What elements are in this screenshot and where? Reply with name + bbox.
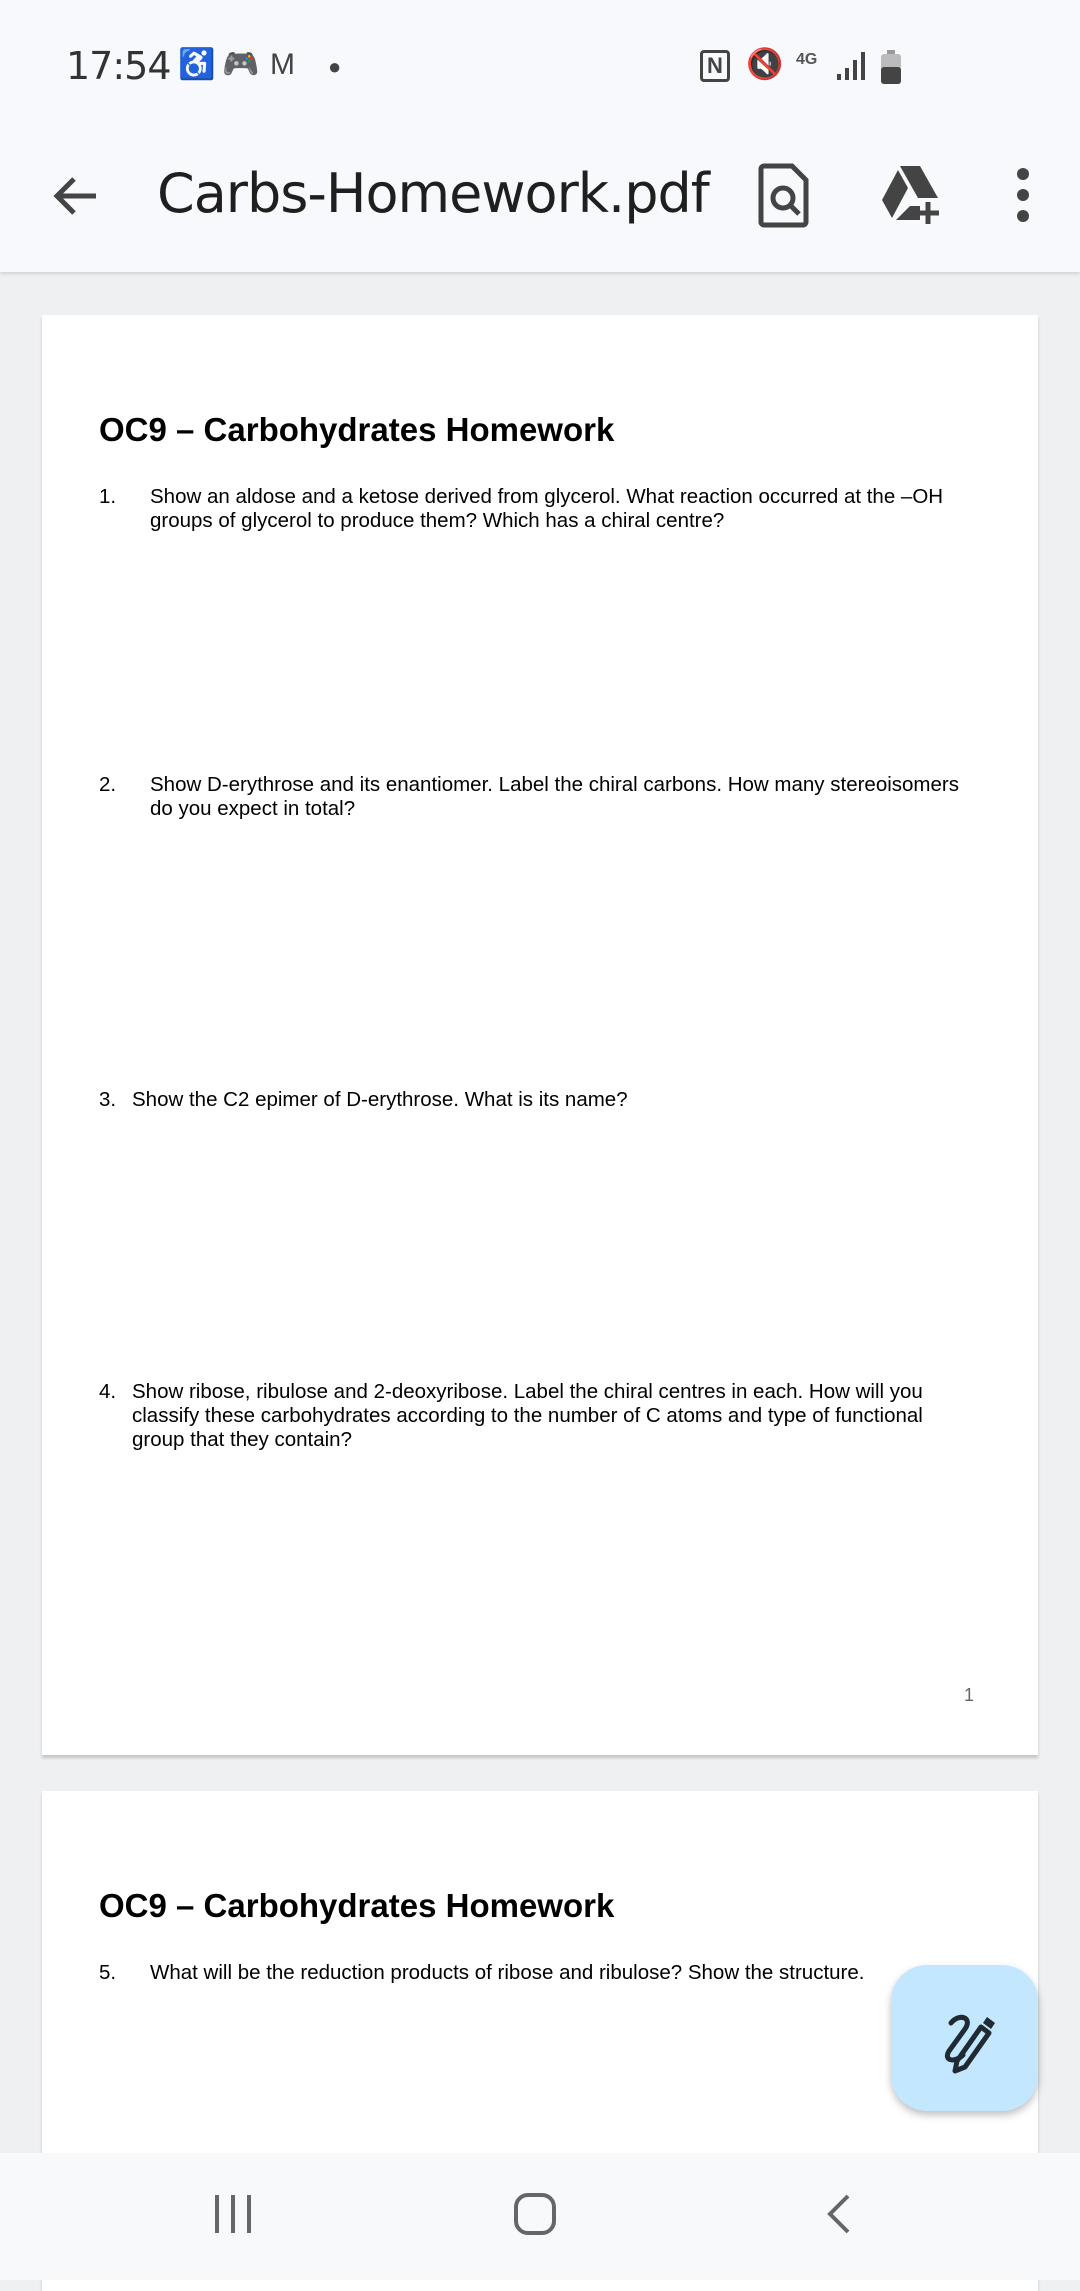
question-number: 2. — [99, 773, 117, 796]
home-icon[interactable] — [513, 2192, 557, 2236]
question-5: What will be the reduction products of ribose and ribulose? Show the structure. — [150, 1961, 865, 1984]
more-options-icon[interactable] — [988, 160, 1058, 230]
battery-icon — [880, 50, 902, 84]
question-number: 5. — [99, 1961, 117, 1984]
notification-dot-icon: ● — [328, 54, 342, 79]
question-2: Show D-erythrose and its enantiomer. Label the chiral carbons. How many stereoisomers do you expect in total? — [150, 773, 959, 820]
add-to-drive-icon[interactable] — [876, 160, 946, 230]
find-in-file-icon[interactable] — [750, 160, 820, 230]
accessibility-icon: ♿ — [178, 48, 216, 81]
question-number: 1. — [99, 485, 117, 508]
pdf-page-1 — [42, 315, 1038, 1755]
app-bar — [0, 130, 1080, 272]
navigation-bar — [0, 2153, 1080, 2280]
status-time: 17:54 — [66, 44, 171, 88]
page-number: 1 — [964, 1685, 975, 1705]
back-arrow-icon[interactable] — [46, 166, 106, 226]
signal-icon — [836, 50, 866, 82]
question-4: Show ribose, ribulose and 2-deoxyribose. Label the chiral centres in each. How will you classify these carbohydrates according to the number of C atoms and type of functional group that they contain? — [132, 1380, 923, 1451]
document-title: Carbs-Homework.pdf — [157, 162, 709, 225]
question-3: Show the C2 epimer of D-erythrose. What is its name? — [132, 1088, 628, 1111]
page-heading: OC9 – Carbohydrates Homework — [99, 411, 615, 448]
pen-icon — [891, 1965, 1038, 2111]
question-1: Show an aldose and a ketose derived from glycerol. What reaction occurred at the –OH groups of glycerol to produce them? Which has a chiral centre? — [150, 485, 944, 532]
question-number: 4. — [99, 1380, 117, 1403]
page-heading: OC9 – Carbohydrates Homework — [99, 1887, 615, 1924]
network-type: 4G — [796, 51, 818, 68]
status-bar — [0, 0, 1080, 130]
discord-icon: 🎮 — [222, 48, 260, 81]
question-number: 3. — [99, 1088, 117, 1111]
back-nav-icon[interactable] — [824, 2193, 854, 2235]
gmail-icon: M — [270, 48, 295, 81]
annotate-button[interactable] — [891, 1965, 1038, 2111]
mute-icon: 🔇 — [746, 48, 784, 81]
nfc-icon: N — [700, 50, 730, 82]
recent-apps-icon[interactable] — [213, 2193, 253, 2235]
